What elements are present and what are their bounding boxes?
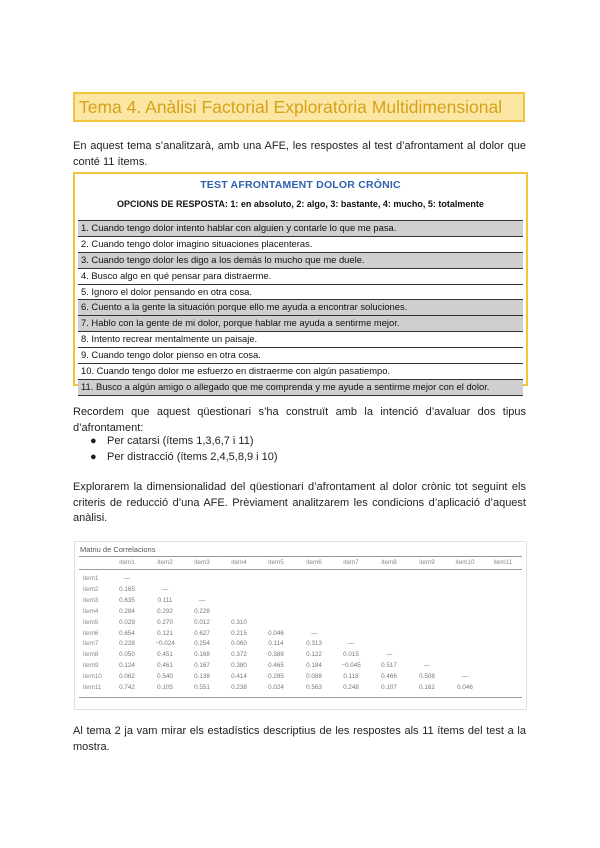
intro-paragraph: En aquest tema s’analitzarà, amb una AFE, les respostes al test d’afrontament al dolor que conté 11 ítems. xyxy=(73,140,526,168)
table-cell: 0.270 xyxy=(157,618,173,626)
table-cell: 0.310 xyxy=(231,618,247,626)
table-cell: 0.292 xyxy=(157,607,173,615)
column-header: item2 xyxy=(157,559,173,566)
column-header: item8 xyxy=(381,559,397,566)
table-cell: 0.451 xyxy=(157,651,173,659)
table-cell: 0.228 xyxy=(194,607,210,615)
table-cell: 0.551 xyxy=(194,684,210,691)
test-questionnaire-box xyxy=(73,172,528,392)
table-cell: 0.105 xyxy=(157,684,173,691)
row-label: item10 xyxy=(83,673,102,681)
bullet-icon: ● xyxy=(90,435,97,447)
table-cell: 0.122 xyxy=(306,651,322,659)
row-label: item1 xyxy=(83,575,99,582)
test-item: 10. Cuando tengo dolor me esfuerzo en distraerme con algún pasatiempo. xyxy=(78,364,523,380)
correlation-matrix xyxy=(74,541,527,710)
test-item: 3. Cuando tengo dolor les digo a los demás lo mucho que me duele. xyxy=(78,253,523,269)
table-cell: 0.124 xyxy=(119,662,135,670)
coping-types-list xyxy=(90,434,278,465)
bullet-text: Per distracció (ítems 2,4,5,8,9 i 10) xyxy=(107,450,278,463)
row-label: item7 xyxy=(83,640,99,648)
table-cell: 0.138 xyxy=(194,673,210,681)
table-cell: 0.015 xyxy=(343,651,359,659)
table-cell: 0.254 xyxy=(194,640,210,648)
section-title-box xyxy=(73,92,525,122)
table-divider xyxy=(79,556,522,557)
table-cell: 0.627 xyxy=(194,629,210,637)
table-cell: 0.162 xyxy=(419,684,435,691)
row-label: item11 xyxy=(83,684,102,691)
table-cell: 0.517 xyxy=(381,662,397,670)
row-label: item2 xyxy=(83,585,99,593)
test-item: 5. Ignoro el dolor pensando en otra cosa. xyxy=(78,285,523,301)
test-item: 7. Hablo con la gente de mi dolor, porque hablar me ayuda a sentirme mejor. xyxy=(78,316,523,332)
row-label: item8 xyxy=(83,651,99,659)
table-cell: — xyxy=(161,585,169,593)
column-header: item9 xyxy=(419,559,435,566)
table-cell: 0.060 xyxy=(231,640,247,648)
table-cell: 0.248 xyxy=(343,684,359,691)
table-cell: 0.228 xyxy=(119,640,135,648)
test-item: 1. Cuando tengo dolor intento hablar con alguien y contarle lo que me pasa. xyxy=(78,221,523,237)
table-cell: 0.284 xyxy=(119,607,135,615)
table-cell: 0.508 xyxy=(419,673,435,681)
response-options: OPCIONS DE RESPOSTA: 1: en absoluto, 2: algo, 3: bastante, 4: mucho, 5: totalmente xyxy=(117,199,484,209)
row-label: item3 xyxy=(83,596,99,604)
test-items-list xyxy=(78,220,523,396)
table-cell: 0.563 xyxy=(306,684,322,691)
test-item: 8. Intento recrear mentalmente un paisaje. xyxy=(78,332,523,348)
bullet-text: Per catarsi (ítems 1,3,6,7 i 11) xyxy=(107,435,254,447)
test-title: TEST AFRONTAMENT DOLOR CRÒNIC xyxy=(200,179,401,191)
table-cell: 0.046 xyxy=(457,684,473,691)
column-header: item1 xyxy=(119,559,135,566)
table-cell: 0.111 xyxy=(157,596,173,604)
table-cell: 0.313 xyxy=(306,640,322,648)
table-divider xyxy=(79,697,522,698)
row-label: item9 xyxy=(83,662,99,670)
table-cell: — xyxy=(123,575,131,582)
table-cell: 0.107 xyxy=(381,684,397,691)
table-cell: 0.388 xyxy=(268,651,284,659)
table-cell: 0.168 xyxy=(194,651,210,659)
table-cell: −0.024 xyxy=(155,640,175,648)
column-header: item5 xyxy=(268,559,284,566)
test-item: 9. Cuando tengo dolor pienso en otra cosa. xyxy=(78,348,523,364)
list-item xyxy=(90,450,278,466)
table-cell: 0.742 xyxy=(119,684,135,691)
column-header: item7 xyxy=(343,559,359,566)
recordem-paragraph: Recordem que aquest qüestionari s’ha construït amb la intenció d’avaluar dos tipus d’afrontament: xyxy=(73,406,526,434)
column-header: item11 xyxy=(493,559,513,566)
table-cell: 0.285 xyxy=(268,673,284,681)
list-item xyxy=(90,434,278,450)
test-item: 11. Busco a algún amigo o allegado que me comprenda y me ayude a sentirme mejor con el dolor. xyxy=(78,380,523,396)
test-item: 4. Busco algo en qué pensar para distraerme. xyxy=(78,269,523,285)
table-cell: 0.024 xyxy=(268,684,284,691)
row-label: item4 xyxy=(83,607,99,615)
table-cell: 0.029 xyxy=(119,618,135,626)
table-cell: 0.050 xyxy=(119,651,135,659)
table-cell: 0.654 xyxy=(119,629,135,637)
table-cell: 0.465 xyxy=(268,662,284,670)
table-cell: 0.167 xyxy=(194,662,210,670)
table-cell: — xyxy=(310,629,318,637)
table-cell: 0.461 xyxy=(157,662,173,670)
table-cell: 0.184 xyxy=(306,662,322,670)
column-header: item3 xyxy=(194,559,210,566)
table-cell: 0.046 xyxy=(268,629,284,637)
row-label: item5 xyxy=(83,618,99,626)
bullet-icon: ● xyxy=(90,450,97,463)
table-cell: — xyxy=(461,673,469,681)
table-cell: — xyxy=(198,596,206,604)
table-cell: 0.380 xyxy=(231,662,247,670)
table-cell: 0.118 xyxy=(343,673,359,681)
test-item: 6. Cuento a la gente la situación porque ello me ayuda a encontrar soluciones. xyxy=(78,300,523,316)
row-label: item6 xyxy=(83,629,99,637)
table-cell: — xyxy=(385,651,393,659)
page-title: Tema 4. Anàlisi Factorial Exploratòria Multidimensional xyxy=(79,97,503,117)
table-divider xyxy=(79,569,522,570)
explorarem-paragraph: Explorarem la dimensionalidad del qüestionari d’afrontament al dolor crònic tot seguint els criteris de reducció d’una AFE. Prèviament analitzarem les condicions d’aplicació d’aquest anàlisi. xyxy=(73,481,526,524)
table-cell: 0.114 xyxy=(268,640,284,648)
closing-paragraph: Al tema 2 ja vam mirar els estadístics descriptius de les respostes als 11 ítems del test a la mostra. xyxy=(73,725,526,753)
table-cell: 0.540 xyxy=(157,673,173,681)
table-cell: 0.414 xyxy=(231,673,247,681)
table-cell: 0.165 xyxy=(119,585,135,593)
column-header: item4 xyxy=(231,559,247,566)
table-cell: 0.088 xyxy=(306,673,322,681)
column-header: item10 xyxy=(455,559,475,566)
table-cell: 0.062 xyxy=(119,673,135,681)
table-cell: 0.012 xyxy=(194,618,210,626)
table-cell: −0.045 xyxy=(341,662,361,670)
table-cell: 0.466 xyxy=(381,673,397,681)
table-cell: 0.238 xyxy=(231,684,247,691)
table-cell: 0.372 xyxy=(231,651,247,659)
table-cell: — xyxy=(423,662,431,670)
correlation-matrix-title: Matriu de Correlacions xyxy=(80,545,156,554)
table-cell: 0.635 xyxy=(119,596,135,604)
table-cell: 0.215 xyxy=(231,629,247,637)
table-cell: 0.121 xyxy=(157,629,173,637)
column-header: item6 xyxy=(306,559,322,566)
test-item: 2. Cuando tengo dolor imagino situaciones placenteras. xyxy=(78,237,523,253)
table-cell: — xyxy=(347,640,355,648)
